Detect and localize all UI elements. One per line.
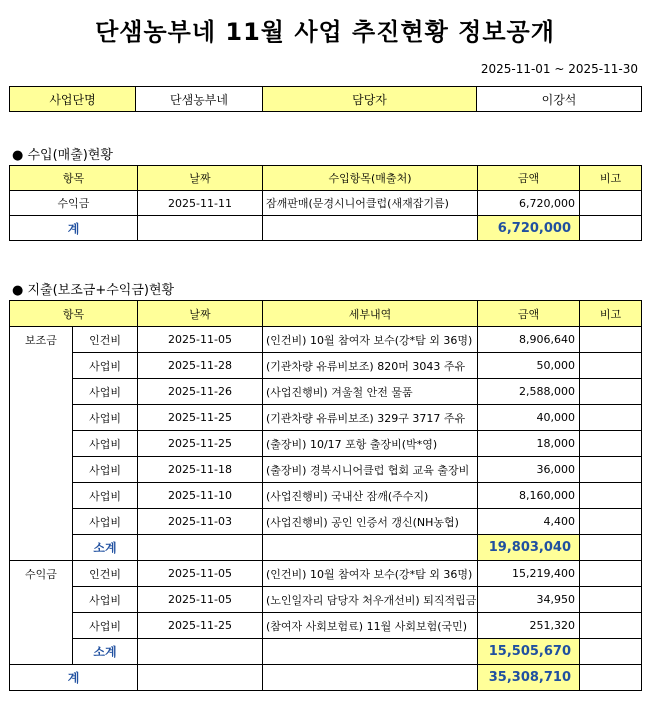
expense-note [580, 483, 642, 509]
expense-amount: 34,950 [478, 587, 580, 613]
expense-amount: 36,000 [478, 457, 580, 483]
expense-section-heading: ● 지출(보조금+수익금)현황 [12, 283, 175, 298]
manager-label: 담당자 [263, 87, 477, 112]
expense-amount: 2,588,000 [478, 379, 580, 405]
expense-category: 사업비 [73, 405, 138, 431]
expense-note [580, 587, 642, 613]
expense-table [9, 300, 642, 691]
expense-desc: (기관차량 유류비보조) 329구 3717 주유 [263, 405, 478, 431]
expense-note [580, 613, 642, 639]
expense-header-row [10, 301, 642, 327]
revenue-date: 2025-11-11 [138, 191, 263, 216]
table-row [10, 353, 642, 379]
col-header: 금액 [478, 166, 580, 191]
expense-desc: (인건비) 10월 참여자 보수(강*탐 외 36명) [263, 561, 478, 587]
expense-note [580, 509, 642, 535]
expense-desc: (인건비) 10월 참여자 보수(강*탐 외 36명) [263, 327, 478, 353]
expense-category: 사업비 [73, 431, 138, 457]
table-row [10, 509, 642, 535]
revenue-desc: 잠깨판매(문경시니어클럽(새재잡기름) [263, 191, 478, 216]
expense-amount: 18,000 [478, 431, 580, 457]
revenue-table [9, 165, 642, 241]
expense-note [580, 405, 642, 431]
table-row [10, 561, 642, 587]
expense-category: 사업비 [73, 379, 138, 405]
expense-group-name: 보조금 [10, 327, 73, 353]
expense-amount: 8,160,000 [478, 483, 580, 509]
expense-desc: (사업진행비) 국내산 잠깨(주수지) [263, 483, 478, 509]
table-row [10, 483, 642, 509]
expense-note [580, 431, 642, 457]
expense-desc: (기관차량 유류비보조) 820머 3043 주유 [263, 353, 478, 379]
table-row [10, 587, 642, 613]
table-row [10, 431, 642, 457]
expense-subtotal-label: 소계 [73, 639, 138, 665]
revenue-total: 6,720,000 [478, 216, 580, 241]
expense-subtotal-label: 소계 [73, 535, 138, 561]
expense-category: 사업비 [73, 457, 138, 483]
expense-note [580, 457, 642, 483]
expense-date: 2025-11-05 [138, 327, 263, 353]
expense-note [580, 353, 642, 379]
col-header: 수입항목(매출처) [263, 166, 478, 191]
report-period: 2025-11-01 ~ 2025-11-30 [480, 62, 638, 76]
expense-date: 2025-11-25 [138, 431, 263, 457]
expense-amount: 4,400 [478, 509, 580, 535]
expense-category: 사업비 [73, 483, 138, 509]
org-info-table [9, 86, 642, 112]
expense-date: 2025-11-03 [138, 509, 263, 535]
revenue-item: 수익금 [10, 191, 138, 216]
page-title: 단샘농부네 11월 사업 추진현황 정보공개 [95, 18, 555, 46]
expense-date: 2025-11-18 [138, 457, 263, 483]
expense-category: 사업비 [73, 613, 138, 639]
expense-group-name: 수익금 [10, 561, 73, 587]
expense-amount: 15,219,400 [478, 561, 580, 587]
expense-date: 2025-11-25 [138, 613, 263, 639]
col-header: 비고 [580, 301, 642, 327]
table-row [10, 457, 642, 483]
expense-date: 2025-11-28 [138, 353, 263, 379]
expense-desc: (출장비) 경북시니어클럽 협회 교육 출장비 [263, 457, 478, 483]
expense-category: 인건비 [73, 327, 138, 353]
table-row [10, 405, 642, 431]
expense-total: 35,308,710 [478, 665, 580, 691]
expense-total-label: 계 [10, 665, 138, 691]
expense-desc: (출장비) 10/17 포항 출장비(박*영) [263, 431, 478, 457]
expense-total-row [10, 665, 642, 691]
col-header: 비고 [580, 166, 642, 191]
expense-subtotal: 19,803,040 [478, 535, 580, 561]
expense-desc: (참여자 사회보험료) 11월 사회보험(국민) [263, 613, 478, 639]
expense-desc: (사업진행비) 겨울철 안전 물품 [263, 379, 478, 405]
table-row [10, 327, 642, 353]
expense-date: 2025-11-25 [138, 405, 263, 431]
expense-subtotal: 15,505,670 [478, 639, 580, 665]
expense-category: 사업비 [73, 587, 138, 613]
expense-amount: 8,906,640 [478, 327, 580, 353]
col-header: 날짜 [138, 166, 263, 191]
revenue-header-row [10, 166, 642, 191]
expense-category: 사업비 [73, 353, 138, 379]
expense-date: 2025-11-26 [138, 379, 263, 405]
manager-value: 이강석 [477, 87, 642, 112]
col-header: 날짜 [138, 301, 263, 327]
expense-amount: 251,320 [478, 613, 580, 639]
expense-category: 인건비 [73, 561, 138, 587]
col-header: 항목 [10, 166, 138, 191]
revenue-total-row [10, 216, 642, 241]
expense-desc: (사업진행비) 공인 인증서 갱신(NH농협) [263, 509, 478, 535]
expense-subtotal-row [10, 535, 642, 561]
org-label: 사업단명 [10, 87, 136, 112]
expense-note [580, 379, 642, 405]
expense-note [580, 327, 642, 353]
expense-section-title: 지출(보조금+수익금)현황 [27, 283, 175, 298]
expense-amount: 50,000 [478, 353, 580, 379]
revenue-section-title: 수입(매출)현황 [27, 148, 113, 163]
col-header: 항목 [10, 301, 138, 327]
expense-category: 사업비 [73, 509, 138, 535]
expense-note [580, 561, 642, 587]
revenue-note [580, 191, 642, 216]
org-value: 단샘농부네 [136, 87, 263, 112]
table-row [10, 379, 642, 405]
expense-date: 2025-11-05 [138, 561, 263, 587]
expense-date: 2025-11-05 [138, 587, 263, 613]
col-header: 세부내역 [263, 301, 478, 327]
expense-amount: 40,000 [478, 405, 580, 431]
expense-desc: (노인일자리 담당자 처우개선비) 퇴직적립금 [263, 587, 478, 613]
revenue-total-label: 계 [10, 216, 138, 241]
expense-subtotal-row [10, 639, 642, 665]
expense-date: 2025-11-10 [138, 483, 263, 509]
table-row [10, 191, 642, 216]
table-row [10, 613, 642, 639]
revenue-amount: 6,720,000 [478, 191, 580, 216]
col-header: 금액 [478, 301, 580, 327]
revenue-section-heading: ● 수입(매출)현황 [12, 148, 113, 163]
